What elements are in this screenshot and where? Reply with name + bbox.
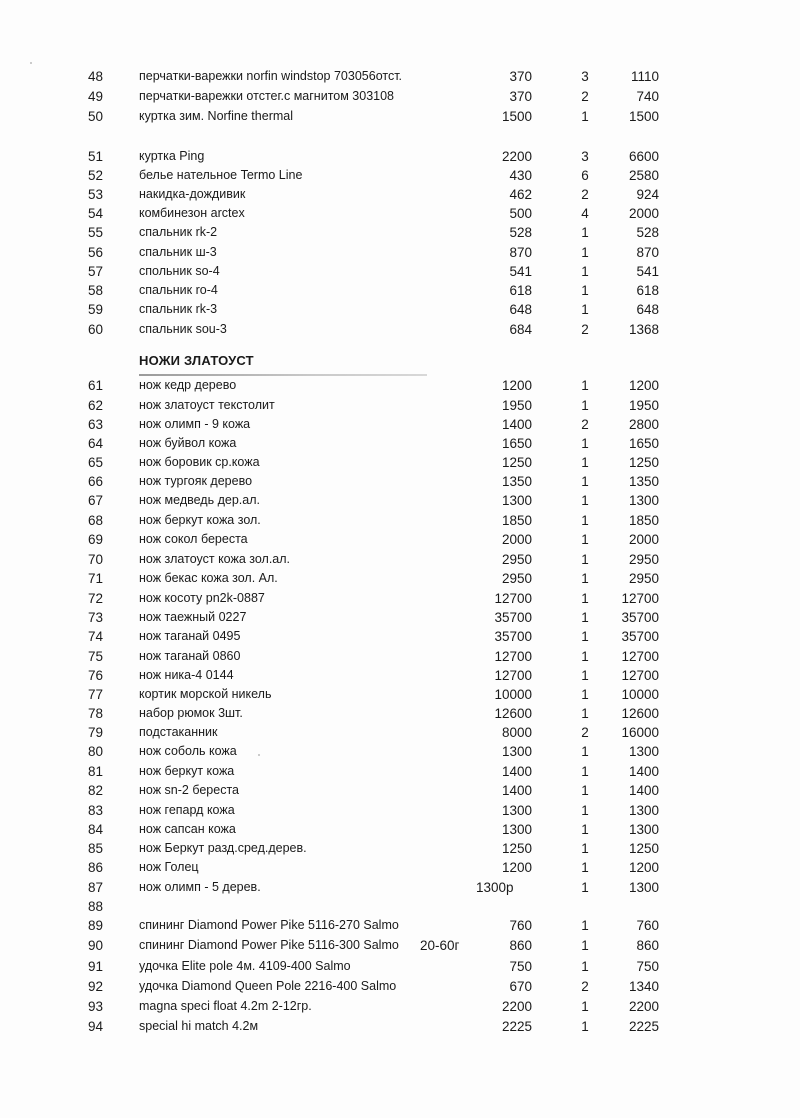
table-row <box>0 878 800 897</box>
table-row <box>0 762 800 781</box>
item-total: 1850 <box>628 513 659 528</box>
table-row <box>0 415 800 434</box>
item-name: нож беркут кожа зол. <box>139 513 261 527</box>
item-total: 2200 <box>628 999 659 1014</box>
row-number: 57 <box>88 264 104 279</box>
item-name: белье нательное Termo Line <box>139 168 303 182</box>
item-price: 1200 <box>501 378 532 393</box>
item-total: 1400 <box>628 764 659 779</box>
item-price: 2225 <box>501 1019 532 1034</box>
row-number: 60 <box>88 322 104 337</box>
item-name: нож кедр дерево <box>139 378 237 392</box>
item-quantity: 2 <box>581 417 589 432</box>
item-name: спальник sou-3 <box>139 322 227 336</box>
row-number: 87 <box>88 880 104 895</box>
item-name: куртка Ping <box>139 149 205 163</box>
item-total: 2225 <box>628 1019 659 1034</box>
item-price: 1400 <box>501 783 532 798</box>
table-row <box>0 320 800 339</box>
item-price: 462 <box>509 187 532 202</box>
row-number: 53 <box>88 187 104 202</box>
table-row <box>0 977 800 996</box>
item-total: 860 <box>636 938 659 953</box>
row-number: 49 <box>88 89 104 104</box>
row-number: 90 <box>88 938 104 953</box>
item-name: special hi match 4.2м <box>139 1019 259 1033</box>
item-name: спольник so-4 <box>139 264 220 278</box>
row-number: 74 <box>88 629 104 644</box>
item-total: 1340 <box>628 979 659 994</box>
row-number: 51 <box>88 149 104 164</box>
table-row <box>0 685 800 704</box>
item-name: нож таганай 0860 <box>139 649 241 663</box>
item-quantity: 1 <box>581 764 589 779</box>
table-row <box>0 897 800 916</box>
table-row <box>0 1017 800 1036</box>
item-total: 35700 <box>621 629 659 644</box>
row-number: 66 <box>88 474 104 489</box>
row-number: 69 <box>88 532 104 547</box>
item-name: нож медведь дер.ал. <box>139 493 260 507</box>
item-quantity: 1 <box>581 610 589 625</box>
item-quantity: 1 <box>581 436 589 451</box>
item-total: 760 <box>636 918 659 933</box>
row-number: 73 <box>88 610 104 625</box>
row-number: 55 <box>88 225 104 240</box>
item-total: 1300 <box>628 803 659 818</box>
item-quantity: 1 <box>581 474 589 489</box>
item-name: нож олимп - 5 дерев. <box>139 880 261 894</box>
item-total: 750 <box>636 959 659 974</box>
item-quantity: 1 <box>581 918 589 933</box>
item-quantity: 1 <box>581 744 589 759</box>
item-price: 618 <box>509 283 532 298</box>
item-price: 35700 <box>494 610 532 625</box>
item-name: нож таежный 0227 <box>139 610 247 624</box>
item-price: 1650 <box>501 436 532 451</box>
table-row <box>0 569 800 588</box>
item-name: нож ника-4 0144 <box>139 668 234 682</box>
item-quantity: 1 <box>581 959 589 974</box>
row-number: 72 <box>88 591 104 606</box>
item-total: 12700 <box>621 649 659 664</box>
item-total: 2950 <box>628 552 659 567</box>
item-quantity: 1 <box>581 493 589 508</box>
item-name: magna speci float 4.2m 2-12гр. <box>139 999 312 1013</box>
table-row <box>0 472 800 491</box>
item-quantity: 1 <box>581 860 589 875</box>
item-total: 1350 <box>628 474 659 489</box>
row-number: 70 <box>88 552 104 567</box>
item-name: набор рюмок 3шт. <box>139 706 243 720</box>
item-quantity: 2 <box>581 322 589 337</box>
row-number: 50 <box>88 109 104 124</box>
item-quantity: 1 <box>581 803 589 818</box>
item-total: 1300 <box>628 493 659 508</box>
row-number: 80 <box>88 744 104 759</box>
item-name: накидка-дождивик <box>139 187 246 201</box>
item-price: 541 <box>509 264 532 279</box>
item-total: 1110 <box>630 69 659 84</box>
item-quantity: 3 <box>581 69 589 84</box>
item-quantity: 1 <box>581 822 589 837</box>
row-number: 93 <box>88 999 104 1014</box>
table-row <box>0 396 800 415</box>
row-number: 58 <box>88 283 104 298</box>
item-name: нож златоуст текстолит <box>139 398 275 412</box>
item-price: 8000 <box>501 725 532 740</box>
item-price: 1300 <box>501 493 532 508</box>
table-row <box>0 742 800 761</box>
item-name: нож сапсан кожа <box>139 822 236 836</box>
table-row <box>0 608 800 627</box>
table-row <box>0 67 800 86</box>
table-row <box>0 511 800 530</box>
item-price: 430 <box>509 168 532 183</box>
item-name: комбинезон arctex <box>139 206 245 220</box>
item-price: 370 <box>509 89 532 104</box>
item-quantity: 1 <box>581 455 589 470</box>
item-weight-range: 20-60г <box>420 938 460 953</box>
item-price: 2950 <box>501 552 532 567</box>
item-name: удочка Elite pole 4м. 4109-400 Salmo <box>139 959 351 973</box>
item-price: 670 <box>509 979 532 994</box>
item-total: 2800 <box>628 417 659 432</box>
row-number: 64 <box>88 436 104 451</box>
table-row <box>0 147 800 166</box>
item-quantity: 1 <box>581 513 589 528</box>
row-number: 83 <box>88 803 104 818</box>
item-price: 1400 <box>501 417 532 432</box>
table-row <box>0 434 800 453</box>
table-row <box>0 957 800 976</box>
row-number: 79 <box>88 725 104 740</box>
item-quantity: 1 <box>581 706 589 721</box>
item-name: нож беркут кожа <box>139 764 235 778</box>
row-number: 75 <box>88 649 104 664</box>
item-price: 2000 <box>501 532 532 547</box>
item-quantity: 1 <box>581 245 589 260</box>
row-number: 85 <box>88 841 104 856</box>
row-number: 89 <box>88 918 104 933</box>
row-number: 92 <box>88 979 104 994</box>
table-row <box>0 376 800 395</box>
table-row <box>0 820 800 839</box>
item-name: спальник rk-2 <box>139 225 218 239</box>
item-quantity: 2 <box>581 725 589 740</box>
table-row <box>0 936 800 955</box>
item-name: нож таганай 0495 <box>139 629 241 643</box>
item-name: спальник ш-3 <box>139 245 217 259</box>
item-quantity: 1 <box>581 687 589 702</box>
table-row <box>0 185 800 204</box>
table-row <box>0 627 800 646</box>
item-total: 10000 <box>621 687 659 702</box>
item-total: 35700 <box>621 610 659 625</box>
item-price: 35700 <box>494 629 532 644</box>
item-name: нож златоуст кожа зол.ал. <box>139 552 291 566</box>
item-name: нож олимп - 9 кожа <box>139 417 251 431</box>
row-number: 67 <box>88 493 104 508</box>
item-name: кортик морской никель <box>139 687 272 701</box>
item-name: спининг Diamond Power Pike 5116-270 Salmo <box>139 918 399 932</box>
table-row <box>0 300 800 319</box>
row-number: 76 <box>88 668 104 683</box>
item-name: нож буйвол кожа <box>139 436 237 450</box>
item-quantity: 1 <box>581 378 589 393</box>
item-name: нож тургояк дерево <box>139 474 253 488</box>
item-name: куртка зим. Norfine thermal <box>139 109 293 123</box>
item-name: перчатки-варежки отстег.с магнитом 303108 <box>139 89 395 103</box>
row-number: 62 <box>88 398 104 413</box>
item-quantity: 1 <box>581 1019 589 1034</box>
item-total: 16000 <box>621 725 659 740</box>
item-name: нож бекас кожа зол. Ал. <box>139 571 278 585</box>
table-row <box>0 243 800 262</box>
item-total: 1368 <box>628 322 659 337</box>
item-total: 1300 <box>628 822 659 837</box>
item-total: 1300 <box>628 744 659 759</box>
item-quantity: 1 <box>581 264 589 279</box>
item-name: нож Беркут разд.сред.дерев. <box>139 841 307 855</box>
row-number: 61 <box>88 378 104 393</box>
item-quantity: 1 <box>581 999 589 1014</box>
item-price: 1850 <box>501 513 532 528</box>
item-quantity: 1 <box>581 225 589 240</box>
table-row <box>0 281 800 300</box>
item-quantity: 1 <box>581 841 589 856</box>
table-row <box>0 916 800 935</box>
item-price: 648 <box>509 302 532 317</box>
item-total: 1400 <box>628 783 659 798</box>
item-price: 1300 <box>501 803 532 818</box>
item-quantity: 1 <box>581 591 589 606</box>
table-row <box>0 858 800 877</box>
item-total: 870 <box>636 245 659 260</box>
item-quantity: 1 <box>581 398 589 413</box>
table-row <box>0 107 800 126</box>
table-row <box>0 453 800 472</box>
table-row <box>0 204 800 223</box>
item-name: спальник ro-4 <box>139 283 218 297</box>
item-total: 541 <box>636 264 659 279</box>
item-quantity: 1 <box>581 532 589 547</box>
item-price: 500 <box>509 206 532 221</box>
item-price: 1350 <box>501 474 532 489</box>
table-row <box>0 166 800 185</box>
row-number: 65 <box>88 455 104 470</box>
row-number: 91 <box>88 959 104 974</box>
item-total: 1200 <box>628 378 659 393</box>
table-row <box>0 704 800 723</box>
item-quantity: 1 <box>581 668 589 683</box>
item-total: 618 <box>636 283 659 298</box>
item-price: 2950 <box>501 571 532 586</box>
row-number: 68 <box>88 513 104 528</box>
item-total: 740 <box>636 89 659 104</box>
item-total: 12600 <box>621 706 659 721</box>
item-name: перчатки-варежки norfin windstop 703056отст. <box>139 69 403 83</box>
item-quantity: 2 <box>581 979 589 994</box>
item-name: нож боровик ср.кожа <box>139 455 260 469</box>
item-price: 1250 <box>501 455 532 470</box>
row-number: 52 <box>88 168 104 183</box>
item-price: 370 <box>509 69 532 84</box>
item-name: нож сокол береста <box>139 532 248 546</box>
item-quantity: 1 <box>581 629 589 644</box>
table-row <box>0 491 800 510</box>
item-quantity: 6 <box>581 168 589 183</box>
row-number: 94 <box>88 1019 104 1034</box>
item-name: нож Голец <box>139 860 199 874</box>
table-row <box>0 223 800 242</box>
section-header: НОЖИ ЗЛАТОУСТ <box>139 353 254 368</box>
item-name: подстаканник <box>139 725 218 739</box>
item-name: спининг Diamond Power Pike 5116-300 Salmo <box>139 938 399 952</box>
item-total: 1500 <box>628 109 659 124</box>
item-total: 528 <box>636 225 659 240</box>
item-price: 760 <box>509 918 532 933</box>
row-number: 54 <box>88 206 104 221</box>
item-price: 1500 <box>501 109 532 124</box>
item-price: 1300 <box>501 744 532 759</box>
item-total: 2580 <box>628 168 659 183</box>
item-price: 10000 <box>494 687 532 702</box>
item-price: 1300р <box>476 880 514 895</box>
item-name: нож косоту pn2k-0887 <box>139 591 265 605</box>
item-price: 12600 <box>494 706 532 721</box>
table-row <box>0 666 800 685</box>
table-row <box>0 589 800 608</box>
item-name: нож соболь кожа <box>139 744 237 758</box>
item-price: 1200 <box>501 860 532 875</box>
item-quantity: 4 <box>581 206 589 221</box>
row-number: 71 <box>88 571 104 586</box>
table-row <box>0 801 800 820</box>
item-total: 648 <box>636 302 659 317</box>
item-name: нож sn-2 береста <box>139 783 239 797</box>
item-quantity: 1 <box>581 649 589 664</box>
item-quantity: 1 <box>581 880 589 895</box>
item-quantity: 1 <box>581 302 589 317</box>
row-number: 63 <box>88 417 104 432</box>
item-total: 1950 <box>628 398 659 413</box>
item-price: 1400 <box>501 764 532 779</box>
row-number: 56 <box>88 245 104 260</box>
row-number: 81 <box>88 764 104 779</box>
item-price: 12700 <box>494 649 532 664</box>
item-price: 2200 <box>501 149 532 164</box>
table-row <box>0 647 800 666</box>
item-price: 1950 <box>501 398 532 413</box>
item-quantity: 2 <box>581 89 589 104</box>
item-price: 12700 <box>494 591 532 606</box>
item-price: 870 <box>509 245 532 260</box>
table-row <box>0 87 800 106</box>
item-price: 684 <box>509 322 532 337</box>
item-price: 12700 <box>494 668 532 683</box>
row-number: 88 <box>88 899 104 914</box>
table-row <box>0 550 800 569</box>
item-quantity: 1 <box>581 552 589 567</box>
table-row <box>0 723 800 742</box>
item-total: 924 <box>636 187 659 202</box>
scan-speck <box>30 62 32 64</box>
item-total: 2950 <box>628 571 659 586</box>
item-name: нож гепард кожа <box>139 803 235 817</box>
item-total: 12700 <box>621 591 659 606</box>
item-quantity: 1 <box>581 938 589 953</box>
item-total: 1200 <box>628 860 659 875</box>
table-row <box>0 530 800 549</box>
item-total: 6600 <box>628 149 659 164</box>
item-price: 860 <box>509 938 532 953</box>
item-quantity: 1 <box>581 283 589 298</box>
item-quantity: 1 <box>581 109 589 124</box>
item-quantity: 1 <box>581 571 589 586</box>
row-number: 59 <box>88 302 104 317</box>
item-name: удочка Diamond Queen Pole 2216-400 Salmo <box>139 979 397 993</box>
item-total: 1300 <box>628 880 659 895</box>
row-number: 78 <box>88 706 104 721</box>
item-price: 528 <box>509 225 532 240</box>
table-row <box>0 262 800 281</box>
table-row <box>0 839 800 858</box>
item-total: 1250 <box>628 455 659 470</box>
row-number: 48 <box>88 69 104 84</box>
item-total: 2000 <box>628 532 659 547</box>
item-price: 1300 <box>501 822 532 837</box>
row-number: 82 <box>88 783 104 798</box>
item-total: 2000 <box>628 206 659 221</box>
item-quantity: 3 <box>581 149 589 164</box>
row-number: 77 <box>88 687 104 702</box>
item-total: 1250 <box>628 841 659 856</box>
row-number: 86 <box>88 860 104 875</box>
item-quantity: 1 <box>581 783 589 798</box>
item-total: 1650 <box>628 436 659 451</box>
row-number: 84 <box>88 822 104 837</box>
item-name: спальник rk-3 <box>139 302 218 316</box>
item-price: 750 <box>509 959 532 974</box>
table-row <box>0 997 800 1016</box>
item-total: 12700 <box>621 668 659 683</box>
table-row <box>0 781 800 800</box>
scan-speck <box>258 754 260 756</box>
item-price: 1250 <box>501 841 532 856</box>
item-quantity: 2 <box>581 187 589 202</box>
item-price: 2200 <box>501 999 532 1014</box>
